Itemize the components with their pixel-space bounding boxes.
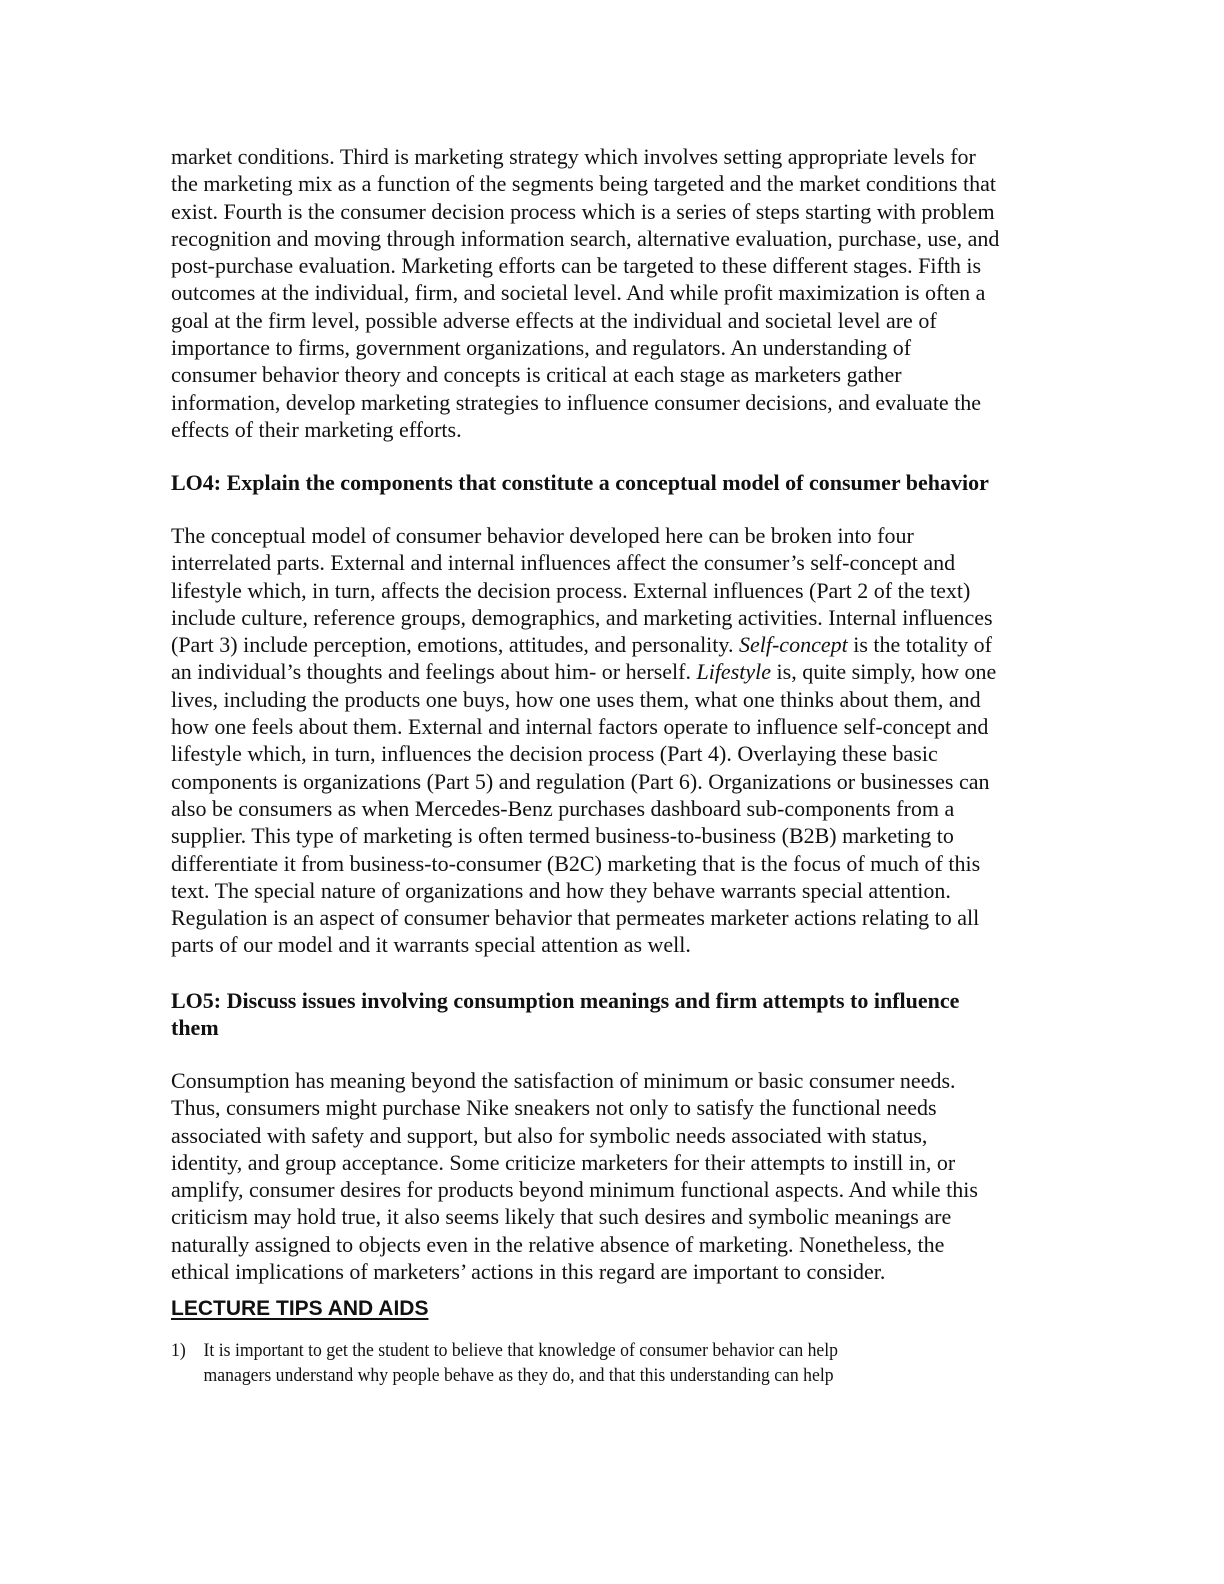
text-line: exist. Fourth is the consumer decision process which is a series of steps starting with problem bbox=[171, 198, 995, 224]
text-line: interrelated parts. External and internal influences affect the consumer’s self-concept and bbox=[171, 550, 956, 576]
italic-term: Self-concept bbox=[738, 632, 848, 658]
text-line: Thus, consumers might purchase Nike sneakers not only to satisfy the functional needs bbox=[171, 1095, 937, 1121]
lo5-heading-line: them bbox=[171, 1015, 219, 1040]
paragraph-consumption-meanings bbox=[171, 1067, 1071, 1285]
text-line: Regulation is an aspect of consumer behavior that permeates marketer actions relating to all bbox=[171, 905, 980, 931]
text-line: components is organizations (Part 5) and regulation (Part 6). Organizations or businesses can bbox=[171, 768, 990, 794]
text-line: lifestyle which, in turn, affects the decision process. External influences (Part 2 of the text) bbox=[171, 577, 971, 603]
list-item-text: It is important to get the student to believe that knowledge of consumer behavior can help bbox=[203, 1340, 839, 1361]
text-line: identity, and group acceptance. Some criticize marketers for their attempts to instill in, or bbox=[171, 1149, 956, 1175]
text-segment: is, quite simply, how one bbox=[771, 659, 997, 685]
lecture-tips-heading: LECTURE TIPS AND AIDS bbox=[171, 1297, 429, 1320]
list-item-continuation: managers understand why people behave as they do, and that this understanding can help bbox=[203, 1365, 834, 1386]
text-line: recognition and moving through information search, alternative evaluation, purchase, use, and bbox=[171, 225, 1000, 251]
text-line: Consumption has meaning beyond the satisfaction of minimum or basic consumer needs. bbox=[171, 1068, 956, 1093]
text-line: differentiate it from business-to-consumer (B2C) marketing that is the focus of much of this bbox=[171, 850, 981, 876]
text-line: post-purchase evaluation. Marketing efforts can be targeted to these different stages. Fifth is bbox=[171, 253, 982, 279]
text-line bbox=[171, 631, 1071, 658]
text-line: text. The special nature of organizations and how they behave warrants special attention. bbox=[171, 877, 951, 903]
text-segment: (Part 3) include perception, emotions, attitudes, and personality. bbox=[171, 632, 739, 658]
text-line: lives, including the products one buys, how one uses them, what one thinks about them, and bbox=[171, 686, 981, 712]
lo5-heading-line: LO5: Discuss issues involving consumption meanings and firm attempts to influence bbox=[171, 988, 960, 1013]
text-line: criticism may hold true, it also seems likely that such desires and symbolic meanings are bbox=[171, 1204, 952, 1230]
text-line bbox=[171, 658, 1071, 685]
text-line: associated with safety and support, but also for symbolic needs associated with status, bbox=[171, 1122, 928, 1148]
text-line: goal at the firm level, possible adverse effects at the individual and societal level are of bbox=[171, 307, 937, 333]
text-line: consumer behavior theory and concepts is critical at each stage as marketers gather bbox=[171, 362, 902, 388]
text-line: ethical implications of marketers’ actions in this regard are important to consider. bbox=[171, 1259, 886, 1285]
italic-term: Lifestyle bbox=[696, 659, 772, 685]
text-line: importance to firms, government organizations, and regulators. An understanding of bbox=[171, 335, 912, 361]
text-line: lifestyle which, in turn, influences the decision process (Part 4). Overlaying these basic bbox=[171, 741, 938, 767]
text-line: The conceptual model of consumer behavior developed here can be broken into four bbox=[171, 523, 914, 548]
text-line: also be consumers as when Mercedes-Benz purchases dashboard sub-components from a bbox=[171, 795, 955, 821]
text-line: effects of their marketing efforts. bbox=[171, 416, 462, 442]
text-line: market conditions. Third is marketing strategy which involves setting appropriate levels for bbox=[171, 144, 976, 169]
list-item bbox=[171, 1338, 1008, 1363]
list-item-number: 1) bbox=[171, 1340, 186, 1361]
lo5-heading bbox=[171, 987, 1071, 1041]
text-line: naturally assigned to objects even in the relative absence of marketing. Nonetheless, the bbox=[171, 1231, 945, 1257]
text-segment: is the totality of bbox=[847, 632, 992, 658]
text-line: include culture, reference groups, demographics, and marketing activities. Internal influences bbox=[171, 604, 993, 630]
text-line: parts of our model and it warrants special attention as well. bbox=[171, 932, 691, 958]
text-segment: an individual’s thoughts and feelings about him- or herself. bbox=[171, 659, 697, 685]
text-line: amplify, consumer desires for products beyond minimum functional aspects. And while this bbox=[171, 1177, 978, 1203]
text-line: outcomes at the individual, firm, and societal level. And while profit maximization is often a bbox=[171, 280, 986, 306]
paragraph-outcomes bbox=[171, 143, 1071, 443]
paragraph-conceptual-model bbox=[171, 522, 1071, 959]
lo4-heading: LO4: Explain the components that constitute a conceptual model of consumer behavior bbox=[171, 470, 989, 495]
text-line: the marketing mix as a function of the segments being targeted and the market conditions that bbox=[171, 171, 996, 197]
text-line: supplier. This type of marketing is often termed business-to-business (B2B) marketing to bbox=[171, 823, 954, 849]
text-line: information, develop marketing strategies to influence consumer decisions, and evaluate the bbox=[171, 389, 982, 415]
lecture-tips-list bbox=[171, 1338, 1071, 1388]
text-line: how one feels about them. External and internal factors operate to influence self-concept and bbox=[171, 714, 989, 740]
